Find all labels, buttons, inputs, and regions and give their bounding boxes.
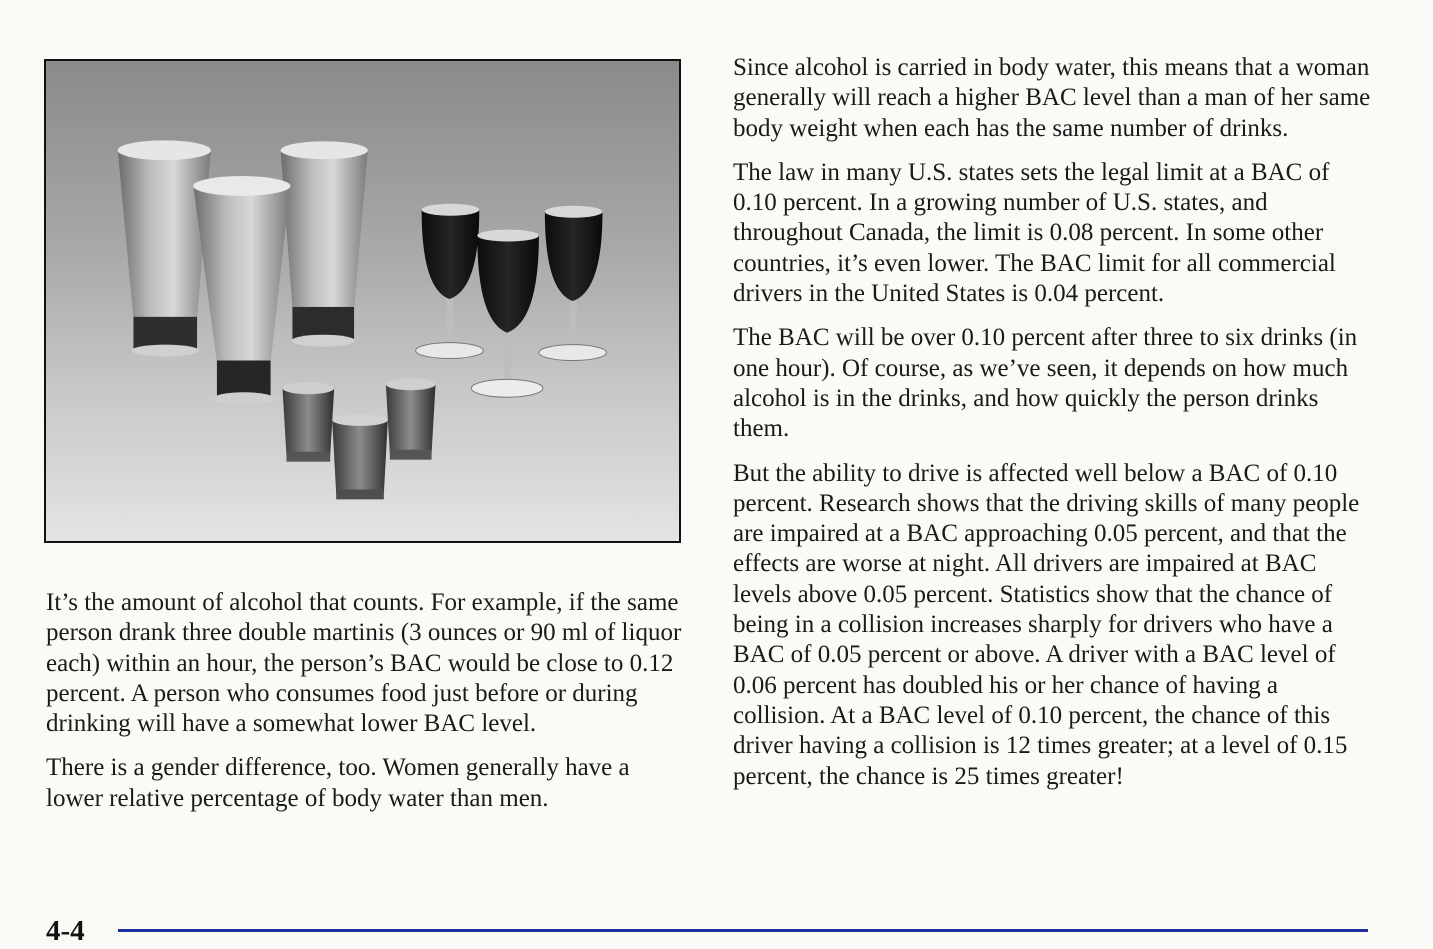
paragraph-alcohol-amount: It’s the amount of alcohol that counts. For example, if the same person drank three double martinis (3 ounces or 90 ml of liquor each) within an hour, the person’s BAC would be close to 0.12 percent. A person who consumes food just before or during drinking will have a somewhat lower BAC level. <box>46 589 682 738</box>
footer-rule <box>118 929 1368 932</box>
shot-glass-3 <box>332 414 388 499</box>
paragraph-legal-limit: The law in many U.S. states sets the legal limit at a BAC of 0.10 percent. In a growing number of U.S. states, and throughout Canada, the limit is 0.08 percent. In some other countries, it’s even lower. The BAC limit for all commercial drivers in the United States is 0.04 percent. <box>733 158 1336 308</box>
right-column <box>733 53 1373 806</box>
drinks-illustration <box>46 61 679 541</box>
beer-glass-1 <box>118 140 211 356</box>
wine-glass-1 <box>416 204 484 359</box>
page-number: 4-4 <box>46 915 85 947</box>
shot-glass-1 <box>283 382 335 461</box>
left-column <box>46 588 686 828</box>
drinks-photo <box>44 59 681 543</box>
paragraph-body-water: Since alcohol is carried in body water, this means that a woman generally will reach a higher BAC level than a man of her same body weight when each has the same number of drinks. <box>733 54 1371 142</box>
paragraph-driving-ability: But the ability to drive is affected well below a BAC of 0.10 percent. Research shows that the driving skills of many people are impaired at a BAC approaching 0.05 percent, and that the effects are worse at night. All drivers are impaired at BAC levels above 0.05 percent. Statistics show that the chance of being in a collision increases sharply for drivers who have a BAC of 0.05 percent or above. A driver with a BAC level of 0.06 percent has doubled his or her chance of having a collision. At a BAC level of 0.10 percent, the chance of this driver having a collision is 12 times greater; at a level of 0.15 percent, the chance is 25 times greater! <box>733 459 1360 790</box>
wine-glass-2 <box>539 206 607 361</box>
paragraph-bac-after-drinks: The BAC will be over 0.10 percent after three to six drinks (in one hour). Of course, as we’ve seen, it depends on how much alcohol is in the drinks, and how quickly the person drinks them. <box>733 324 1358 443</box>
beer-glass-2 <box>281 141 368 346</box>
paragraph-gender-difference: There is a gender difference, too. Women generally have a lower relative percentage of body water than men. <box>46 754 630 812</box>
wine-glass-3 <box>471 230 543 398</box>
shot-glass-2 <box>386 378 436 459</box>
beer-glass-3 <box>193 176 290 404</box>
